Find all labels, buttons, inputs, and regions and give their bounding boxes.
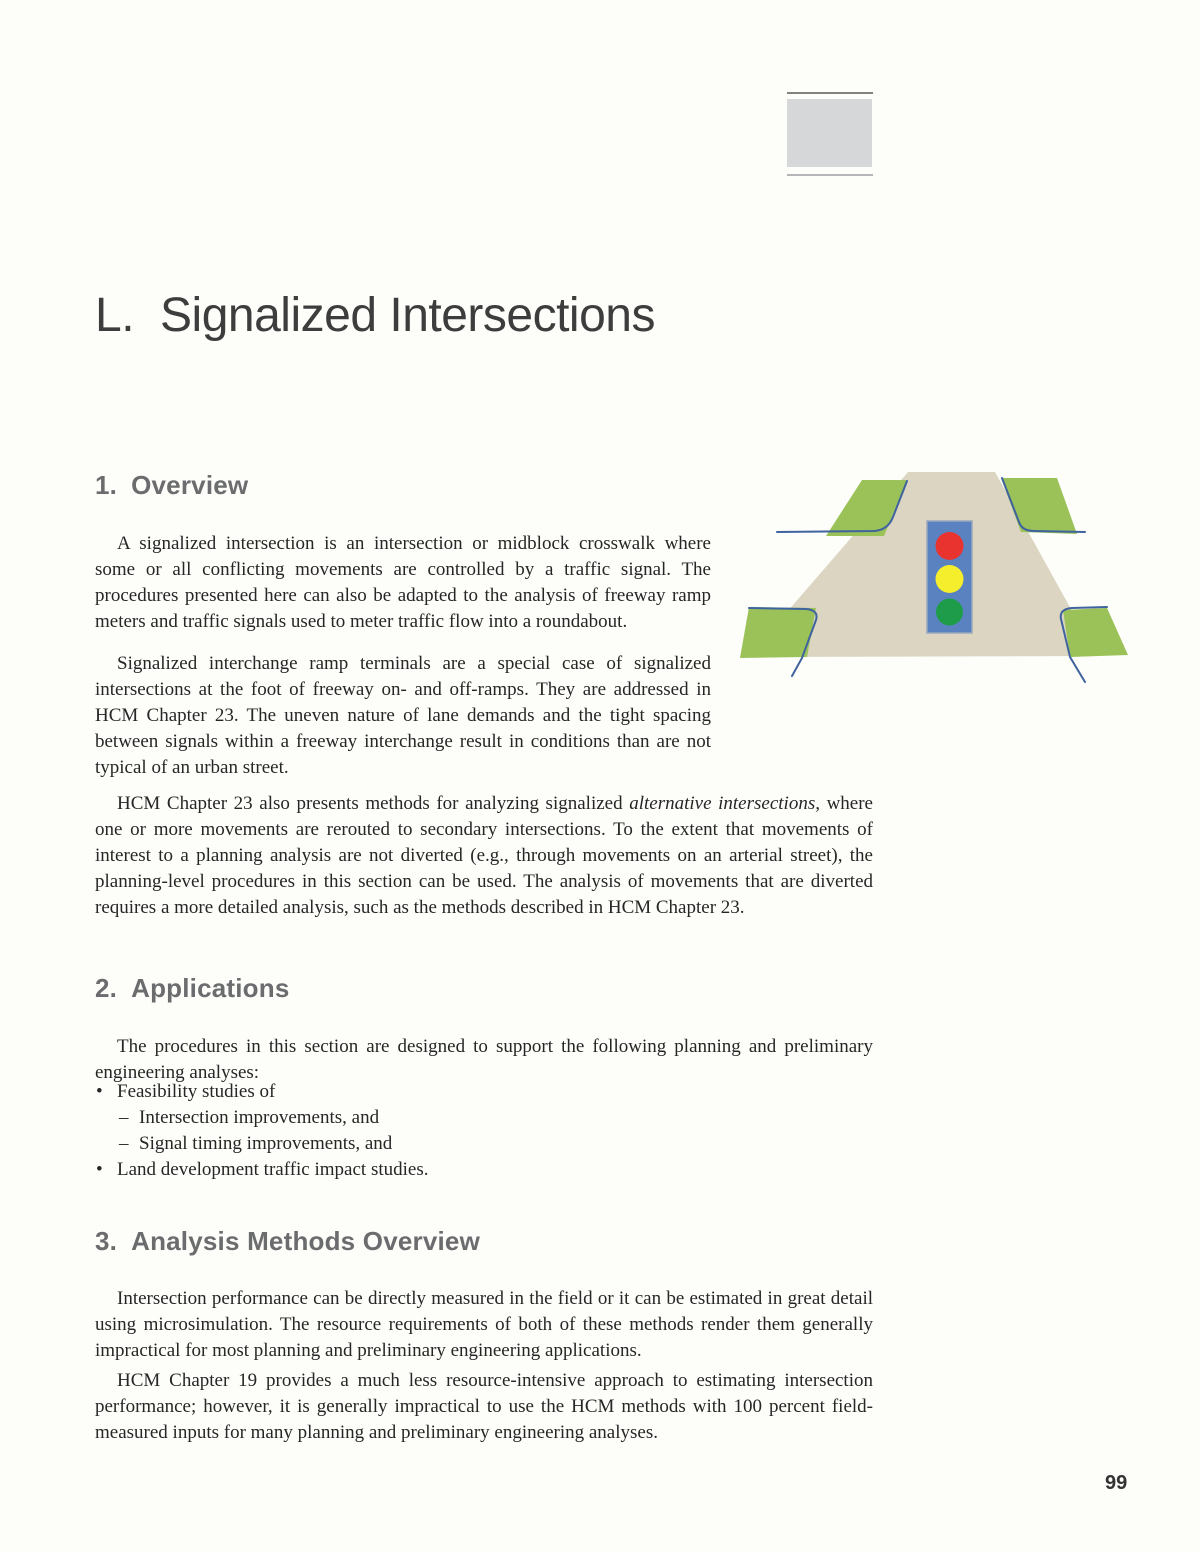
signal-yellow-light	[936, 565, 964, 593]
section-number: 2.	[95, 973, 118, 1003]
overview-paragraph-2: Signalized interchange ramp terminals are a special case of signalized intersections at the foot of freeway on- and off-ramps. They are addressed in HCM Chapter 23. The uneven nature of lane demands and the tight spacing between signals within a freeway interchange result in conditions than are not typical of an urban street.	[95, 653, 711, 778]
section-heading-text: Analysis Methods Overview	[131, 1226, 480, 1256]
section-heading-text: Overview	[131, 470, 249, 500]
chapter-letter: L.	[95, 289, 135, 342]
applications-bullet-list	[95, 1079, 873, 1183]
analysis-paragraph-2: HCM Chapter 19 provides a much less resource-intensive approach to estimating intersection performance; however, it is generally impractical to use the HCM methods with 100 percent field-measured inputs for many planning and preliminary engineering analyses.	[95, 1370, 873, 1443]
grass-parcel-bottom-right	[1063, 608, 1128, 657]
section-number: 3.	[95, 1226, 118, 1256]
traffic-signal	[927, 521, 972, 633]
overview-paragraph-1: A signalized intersection is an intersection or midblock crosswalk where some or all conflicting movements are controlled by a traffic signal. The procedures presented here can also be adapted to the analysis of freeway ramp meters and traffic signals used to meter traffic flow into a roundabout.	[95, 533, 711, 632]
section-heading-applications	[95, 973, 290, 1004]
list-item-text: Land development traffic impact studies.	[117, 1159, 429, 1180]
dash-icon: –	[119, 1107, 129, 1128]
list-item	[95, 1105, 873, 1131]
section-heading-text: Applications	[131, 973, 290, 1003]
chapter-title-text: Signalized Intersections	[160, 289, 655, 342]
analysis-paragraph-1: Intersection performance can be directly measured in the field or it can be estimated in great detail using microsimulation. The resource requirements of both of these methods render them generally impractical for most planning and preliminary engineering applications.	[95, 1288, 873, 1361]
section-heading-overview	[95, 470, 248, 501]
page-number: 99	[1105, 1472, 1128, 1494]
bullet-icon: •	[96, 1159, 103, 1180]
list-item-text: Signal timing improvements, and	[139, 1133, 393, 1154]
chapter-tab-top-rule	[787, 92, 873, 94]
applications-intro-paragraph: The procedures in this section are designed to support the following planning and preliminary engineering analyses:	[95, 1036, 873, 1083]
intersection-illustration	[740, 460, 1160, 695]
paragraph-text: where one or more movements are rerouted to secondary intersections. To the extent that movements of interest to a planning analysis are not diverted (e.g., through movements on an arterial street), the planning-level procedures in this section can be used. The analysis of movements that are diverted requires a more detailed analysis, such as the methods described in HCM Chapter 23.	[95, 793, 873, 918]
paragraph-text: HCM Chapter 23 also presents methods for analyzing signalized	[117, 793, 630, 814]
list-item-text: Intersection improvements, and	[139, 1107, 380, 1128]
list-item	[95, 1157, 873, 1183]
dash-icon: –	[119, 1133, 129, 1154]
overview-paragraph-3	[95, 791, 873, 921]
list-item	[95, 1131, 873, 1157]
bullet-icon: •	[96, 1081, 103, 1102]
section-number: 1.	[95, 470, 118, 500]
signal-green-light	[936, 599, 963, 626]
section-heading-analysis-methods	[95, 1226, 480, 1257]
list-item-text: Feasibility studies of	[117, 1081, 276, 1102]
italic-term: alternative intersections,	[629, 793, 820, 814]
page-title	[95, 288, 655, 343]
chapter-tab-bottom-rule	[787, 174, 873, 176]
intersection-figure	[740, 460, 1160, 695]
signal-red-light	[936, 532, 964, 560]
chapter-tab-thumbnail	[787, 99, 872, 167]
list-item	[95, 1079, 873, 1105]
